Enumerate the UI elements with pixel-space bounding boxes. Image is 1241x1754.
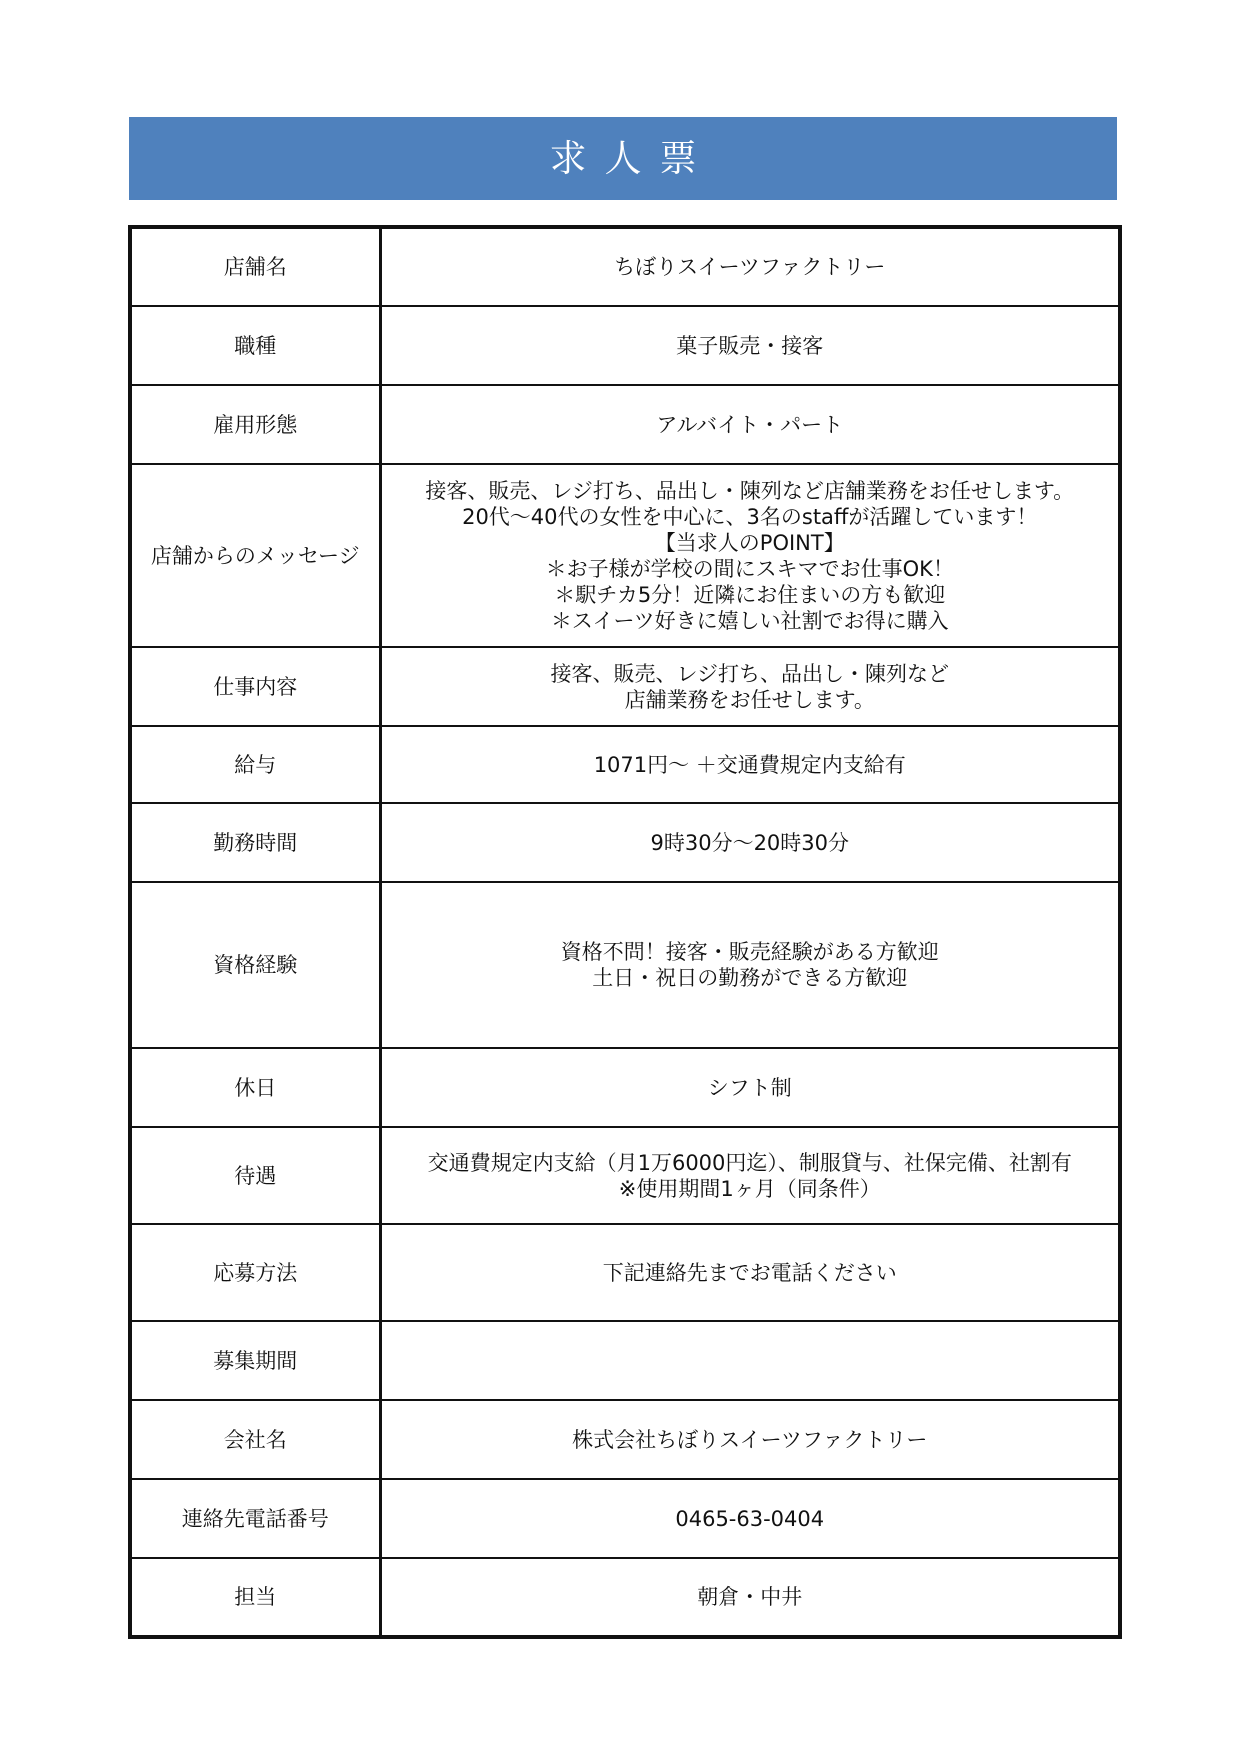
row-label: 資格経験	[130, 882, 380, 1048]
row-value: 資格不問！接客・販売経験がある方歓迎 土日・祝日の勤務ができる方歓迎	[380, 882, 1120, 1048]
row-label: 給与	[130, 726, 380, 803]
row-label: 応募方法	[130, 1224, 380, 1321]
job-details-table	[128, 225, 1122, 1639]
row-value: 9時30分～20時30分	[380, 803, 1120, 882]
row-label: 店舗名	[130, 227, 380, 306]
page-title: 求人票	[549, 137, 715, 180]
row-contact-phone	[130, 1479, 1120, 1558]
row-value: 0465-63-0404	[380, 1479, 1120, 1558]
row-label: 担当	[130, 1558, 380, 1637]
row-qualifications	[130, 882, 1120, 1048]
row-label: 待遇	[130, 1127, 380, 1224]
row-person-in-charge	[130, 1558, 1120, 1637]
row-value: シフト制	[380, 1048, 1120, 1127]
row-label: 雇用形態	[130, 385, 380, 464]
row-holidays	[130, 1048, 1120, 1127]
row-benefits	[130, 1127, 1120, 1224]
row-value: ちぼりスイーツファクトリー	[380, 227, 1120, 306]
row-value: 接客、販売、レジ打ち、品出し・陳列など店舗業務をお任せします。 20代～40代の女性を中心に、3名のstaffが活躍しています！ 【当求人のPOINT】 ＊お子様が学校の間にスキマでお仕事OK！ ＊駅チカ5分！近隣にお住まいの方も歓迎 ＊スイーツ好きに嬉しい社割でお得に購入	[380, 464, 1120, 647]
row-label: 職種	[130, 306, 380, 385]
row-label: 募集期間	[130, 1321, 380, 1400]
row-label: 店舗からのメッセージ	[130, 464, 380, 647]
row-working-hours	[130, 803, 1120, 882]
row-value	[380, 1321, 1120, 1400]
row-label: 仕事内容	[130, 647, 380, 726]
row-value: 菓子販売・接客	[380, 306, 1120, 385]
row-application-method	[130, 1224, 1120, 1321]
row-value: 交通費規定内支給（月1万6000円迄）、制服貸与、社保完備、社割有 ※使用期間1ヶ月（同条件）	[380, 1127, 1120, 1224]
row-label: 勤務時間	[130, 803, 380, 882]
row-value: 1071円～ ＋交通費規定内支給有	[380, 726, 1120, 803]
row-job-description	[130, 647, 1120, 726]
row-recruitment-period	[130, 1321, 1120, 1400]
row-label: 休日	[130, 1048, 380, 1127]
row-value: アルバイト・パート	[380, 385, 1120, 464]
row-store-message	[130, 464, 1120, 647]
row-value: 株式会社ちぼりスイーツファクトリー	[380, 1400, 1120, 1479]
row-value: 接客、販売、レジ打ち、品出し・陳列など 店舗業務をお任せします。	[380, 647, 1120, 726]
row-company-name	[130, 1400, 1120, 1479]
row-employment-type	[130, 385, 1120, 464]
row-label: 会社名	[130, 1400, 380, 1479]
title-banner	[129, 117, 1117, 200]
row-store-name	[130, 227, 1120, 306]
row-salary	[130, 726, 1120, 803]
row-job-type	[130, 306, 1120, 385]
row-value: 朝倉・中井	[380, 1558, 1120, 1637]
row-value: 下記連絡先までお電話ください	[380, 1224, 1120, 1321]
row-label: 連絡先電話番号	[130, 1479, 380, 1558]
